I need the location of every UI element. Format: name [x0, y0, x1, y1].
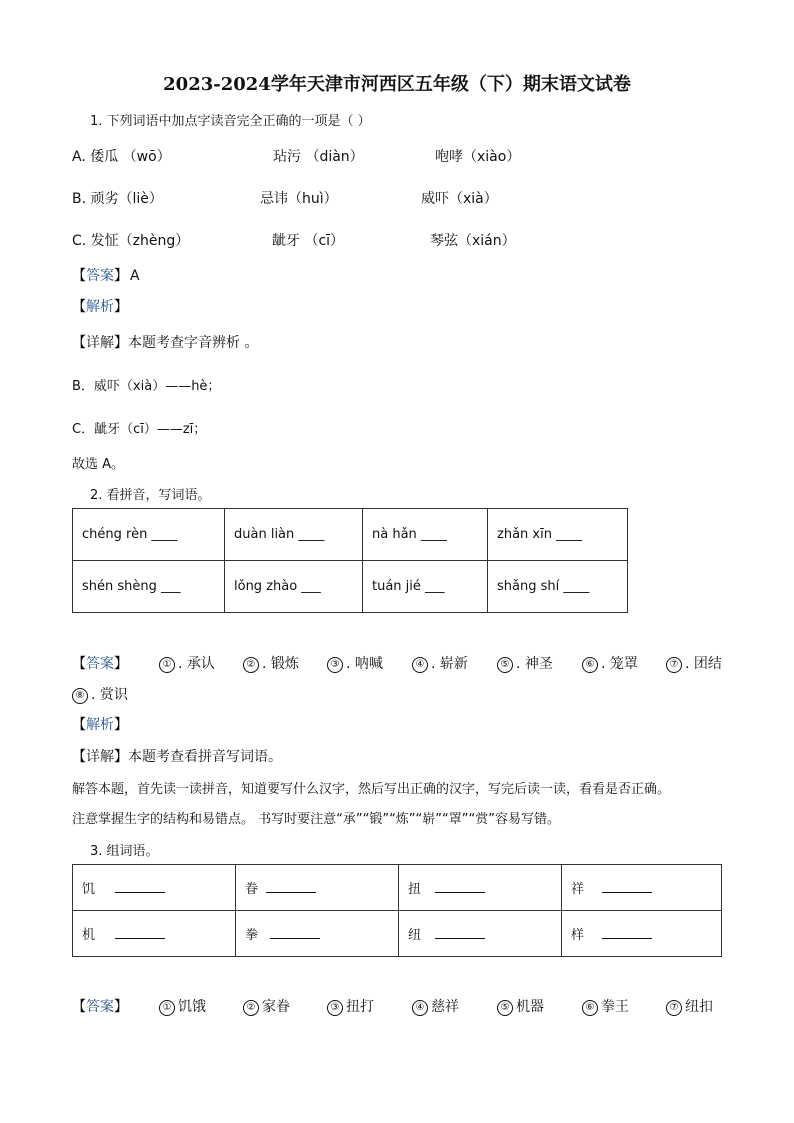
q2-paragraph-2: 注意掌握生字的结构和易错点。 书写时要注意“承”“锻”“炼”“崭”“罩”“赏”容易写错。 — [72, 812, 560, 827]
q1-option-c-3: 琴弦（xián） — [430, 233, 516, 249]
q2-cell: zhǎn xīn ____ — [488, 509, 628, 561]
q2-pinyin-table — [72, 508, 628, 613]
q3-answers — [0, 996, 794, 1016]
q1-detail: 【详解】本题考查字音辨析 。 — [72, 335, 259, 351]
q3-word-table — [72, 864, 722, 957]
q1-option-a-2: 玷污 （diàn） — [273, 149, 364, 165]
q2-answer-item: ④ . 崭新 — [412, 653, 468, 673]
q2-cell: duàn liàn ____ — [225, 509, 363, 561]
q1-stem: 1. 下列词语中加点字读音完全正确的一项是（ ） — [90, 114, 371, 129]
q2-answer-tag: 【答案】 — [72, 656, 128, 672]
q1-answer: A — [130, 268, 140, 284]
q3-cell: 机 — [73, 911, 236, 957]
q2-detail: 【详解】本题考查看拼音写词语。 — [72, 749, 282, 765]
q3-cell: 饥 — [73, 865, 236, 911]
q1-analysis-tag: 【解析】 — [72, 299, 128, 315]
q2-cell: shǎng shí ____ — [488, 561, 628, 613]
q2-stem: 2. 看拼音，写词语。 — [90, 488, 211, 503]
q3-stem: 3. 组词语。 — [90, 844, 159, 859]
q3-answer-item: ③ 扭打 — [327, 996, 374, 1016]
q1-option-a-3: 咆哮（xiào） — [435, 149, 521, 165]
q2-answer-item: ⑧ . 赏识 — [72, 684, 128, 704]
q3-cell: 样 — [562, 911, 722, 957]
q2-answer-item: ③ . 呐喊 — [327, 653, 383, 673]
q2-cell: tuán jié ___ — [363, 561, 488, 613]
q3-cell: 祥 — [562, 865, 722, 911]
q2-answer-item: ② . 锻炼 — [243, 653, 299, 673]
q1-conclusion: 故选 A。 — [72, 457, 125, 472]
q2-cell: chéng rèn ____ — [73, 509, 225, 561]
q3-answer-item: ① 饥饿 — [159, 996, 206, 1016]
page-title: 2023-2024学年天津市河西区五年级（下）期末语文试卷 — [163, 74, 631, 95]
q2-cell: lǒng zhào ___ — [225, 561, 363, 613]
q2-analysis-tag: 【解析】 — [72, 717, 128, 733]
q3-answer-item: ⑥ 拳王 — [582, 996, 629, 1016]
q1-answer-tag: 【答案】 A — [72, 268, 140, 284]
q3-answer-item: ⑦ 纽扣 — [666, 996, 713, 1016]
q2-answer-item: ① . 承认 — [159, 653, 215, 673]
q3-answer-item: ④ 慈祥 — [412, 996, 459, 1016]
q1-note-c: C．龇牙（cī）——zī； — [72, 422, 207, 437]
q1-option-c-2: 龇牙 （cī） — [272, 233, 345, 249]
q1-option-c-1: C. 发怔（zhèng） — [72, 233, 190, 249]
q1-note-b: B．威吓（xià）——hè； — [72, 379, 221, 394]
q2-paragraph-1: 解答本题，首先读一读拼音，知道要写什么汉字，然后写出正确的汉字，写完后读一读，看看是否正确。 — [72, 782, 671, 797]
q3-cell: 眷 — [236, 865, 399, 911]
q3-answer-item: ② 家眷 — [243, 996, 290, 1016]
q1-option-b-1: B. 顽劣（liè） — [72, 191, 163, 207]
q3-answer-tag: 【答案】 — [72, 999, 128, 1015]
q2-answers — [0, 653, 794, 673]
q2-answer-item: ⑥ . 笼罩 — [582, 653, 638, 673]
q3-cell: 扭 — [399, 865, 562, 911]
q2-answer-item: ⑤ . 神圣 — [497, 653, 553, 673]
q1-option-a-1: A. 倭瓜 （wō） — [72, 149, 171, 165]
q2-cell: nà hǎn ____ — [363, 509, 488, 561]
q2-answer-item: ⑦ . 团结 — [666, 653, 722, 673]
q1-option-b-3: 威吓（xià） — [421, 191, 498, 207]
q3-answer-item: ⑤ 机器 — [497, 996, 544, 1016]
q2-cell: shén shèng ___ — [73, 561, 225, 613]
q3-cell: 拳 — [236, 911, 399, 957]
q3-cell: 纽 — [399, 911, 562, 957]
q1-option-b-2: 忌讳（huì） — [260, 191, 338, 207]
